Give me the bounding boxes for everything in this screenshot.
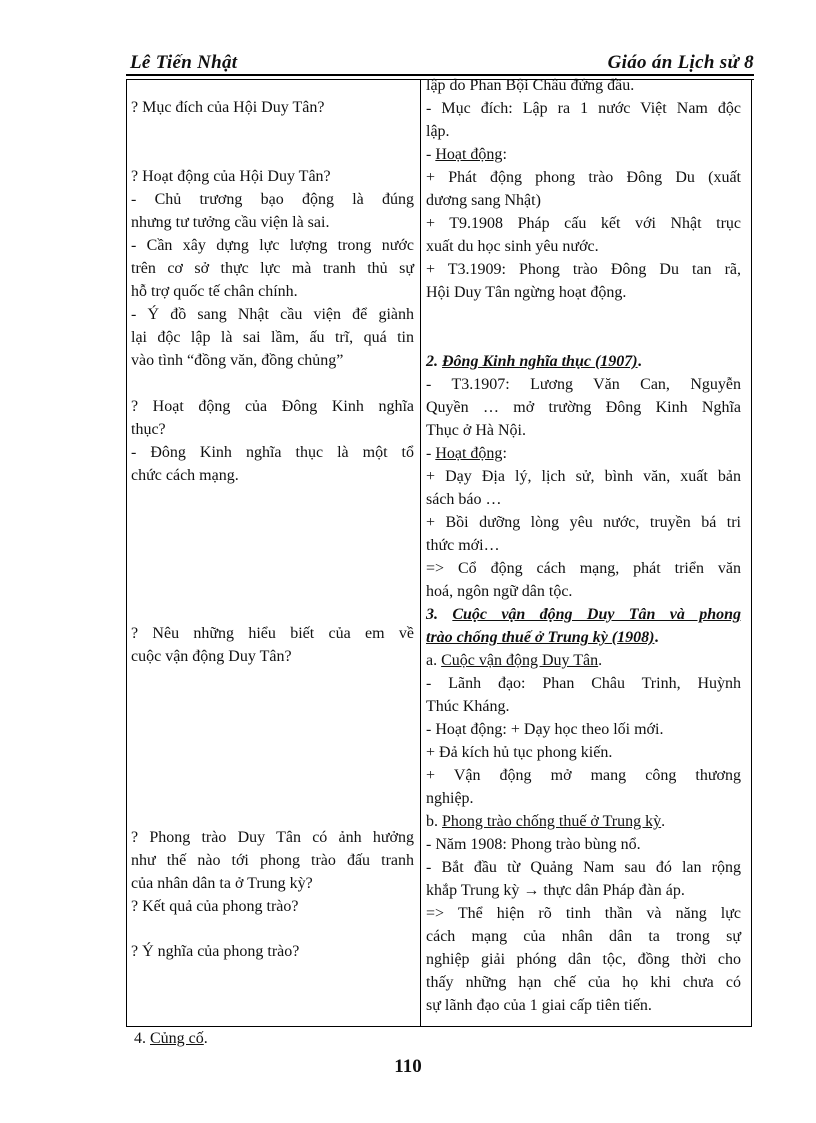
question-influence: ? Phong trào Duy Tân có ảnh hưởng (131, 829, 414, 846)
note-line: vào tình “đồng văn, đồng chủng” (131, 352, 344, 369)
question-activities: ? Hoạt động của Hội Duy Tân? (131, 168, 331, 185)
content-line: - Mục đích: Lập ra 1 nước Việt Nam độc (426, 100, 741, 117)
page-number: 110 (394, 1056, 422, 1077)
content-line: + Phát động phong trào Đông Du (xuất (426, 169, 741, 186)
content-line: hoá, ngôn ngữ dân tộc. (426, 583, 573, 600)
question-duy-tan-cont: cuộc vận động Duy Tân? (131, 648, 292, 665)
question-dong-kinh: ? Hoạt động của Đông Kinh nghĩa (131, 398, 414, 415)
note-line: trên cơ sở thực lực mà tranh thủ sự (131, 260, 414, 277)
content-line: + T3.1909: Phong trào Đông Du tan rã, (426, 261, 741, 278)
page-header (126, 52, 754, 76)
column-divider (420, 80, 421, 1027)
content-line: - Hoạt động: + Dạy học theo lối mới. (426, 721, 664, 738)
subheading-activities: - Hoạt động: (426, 445, 507, 462)
content-line: thấy những hạn chế của họ khi chưa có (426, 974, 741, 991)
content-line: sự lãnh đạo của 1 giai cấp tiên tiến. (426, 997, 652, 1014)
content-line: - Lãnh đạo: Phan Châu Trinh, Huỳnh (426, 675, 741, 692)
content-line: - Bắt đầu từ Quảng Nam sau đó lan rộng (426, 859, 741, 876)
document-subject: Giáo án Lịch sử 8 (607, 52, 754, 73)
subheading-b: b. Phong trào chống thuế ở Trung kỳ. (426, 813, 666, 830)
section-heading-2: 2. Đông Kinh nghĩa thục (1907). (426, 353, 642, 370)
note-line: - Đông Kinh nghĩa thục là một tổ (131, 444, 414, 461)
section-heading-3-cont: trào chống thuế ở Trung kỳ (1908). (426, 629, 659, 646)
note-line: - Cần xây dựng lực lượng trong nước (131, 237, 414, 254)
content-line: khắp Trung kỳ → thực dân Pháp đàn áp. (426, 882, 685, 899)
content-line: + Bồi dưỡng lòng yêu nước, truyền bá tri (426, 514, 741, 531)
content-line: Thục ở Hà Nội. (426, 422, 526, 439)
content-line: xuất du học sinh yêu nước. (426, 238, 599, 255)
question-dong-kinh-cont: thục? (131, 421, 166, 438)
question-result: ? Kết quả của phong trào? (131, 898, 299, 915)
note-line: - Chủ trương bạo động là đúng (131, 191, 414, 208)
question-meaning: ? Ý nghĩa của phong trào? (131, 943, 300, 960)
content-line: + Vận động mở mang công thương (426, 767, 741, 784)
note-line: hỗ trợ quốc tế chân chính. (131, 283, 298, 300)
note-line: nhưng tư tưởng cầu viện là sai. (131, 214, 330, 231)
question-influence-cont: của nhân dân ta ở Trung kỳ? (131, 875, 313, 892)
subheading-activities: - Hoạt động: (426, 146, 507, 163)
content-line: Hội Duy Tân ngừng hoạt động. (426, 284, 627, 301)
content-line: + Đả kích hủ tục phong kiến. (426, 744, 613, 761)
content-line: + Dạy Địa lý, lịch sử, bình văn, xuất bản (426, 468, 741, 485)
content-line: thức mới… (426, 537, 500, 554)
content-line: + T9.1908 Pháp cấu kết với Nhật trục (426, 215, 741, 232)
note-line: lại độc lập là sai lầm, ấu trĩ, quá tin (131, 329, 414, 346)
question-influence-cont: như thế nào tới phong trào đấu tranh (131, 852, 414, 869)
question-purpose: ? Mục đích của Hội Duy Tân? (131, 99, 325, 116)
consolidation-heading: 4. Củng cố. (134, 1030, 208, 1047)
content-line: nghiệp. (426, 790, 474, 807)
content-line: nghiệp giải phóng dân tộc, đồng thời cho (426, 951, 741, 968)
content-line: - T3.1907: Lương Văn Can, Nguyễn (426, 376, 741, 393)
content-line: dương sang Nhật) (426, 192, 541, 209)
content-line: Quyền … mở trường Đông Kinh Nghĩa (426, 399, 741, 416)
content-line: => Thể hiện rõ tinh thần và năng lực (426, 905, 741, 922)
subheading-a: a. Cuộc vận động Duy Tân. (426, 652, 603, 669)
content-line: => Cổ động cách mạng, phát triển văn (426, 560, 741, 577)
note-line: chức cách mạng. (131, 467, 239, 484)
content-line: Thúc Kháng. (426, 698, 510, 715)
author-name: Lê Tiến Nhật (130, 52, 238, 73)
content-line: lập do Phan Bội Châu đứng đầu. (426, 77, 635, 94)
content-line: - Năm 1908: Phong trào bùng nổ. (426, 836, 641, 853)
content-line: lập. (426, 123, 450, 140)
content-line: sách báo … (426, 491, 502, 508)
note-line: - Ý đồ sang Nhật cầu viện để giành (131, 306, 414, 323)
content-line: cách mạng của nhân dân ta trong sự (426, 928, 741, 945)
question-duy-tan: ? Nêu những hiểu biết của em về (131, 625, 414, 642)
section-heading-3: 3. Cuộc vận động Duy Tân và phong (426, 606, 741, 623)
